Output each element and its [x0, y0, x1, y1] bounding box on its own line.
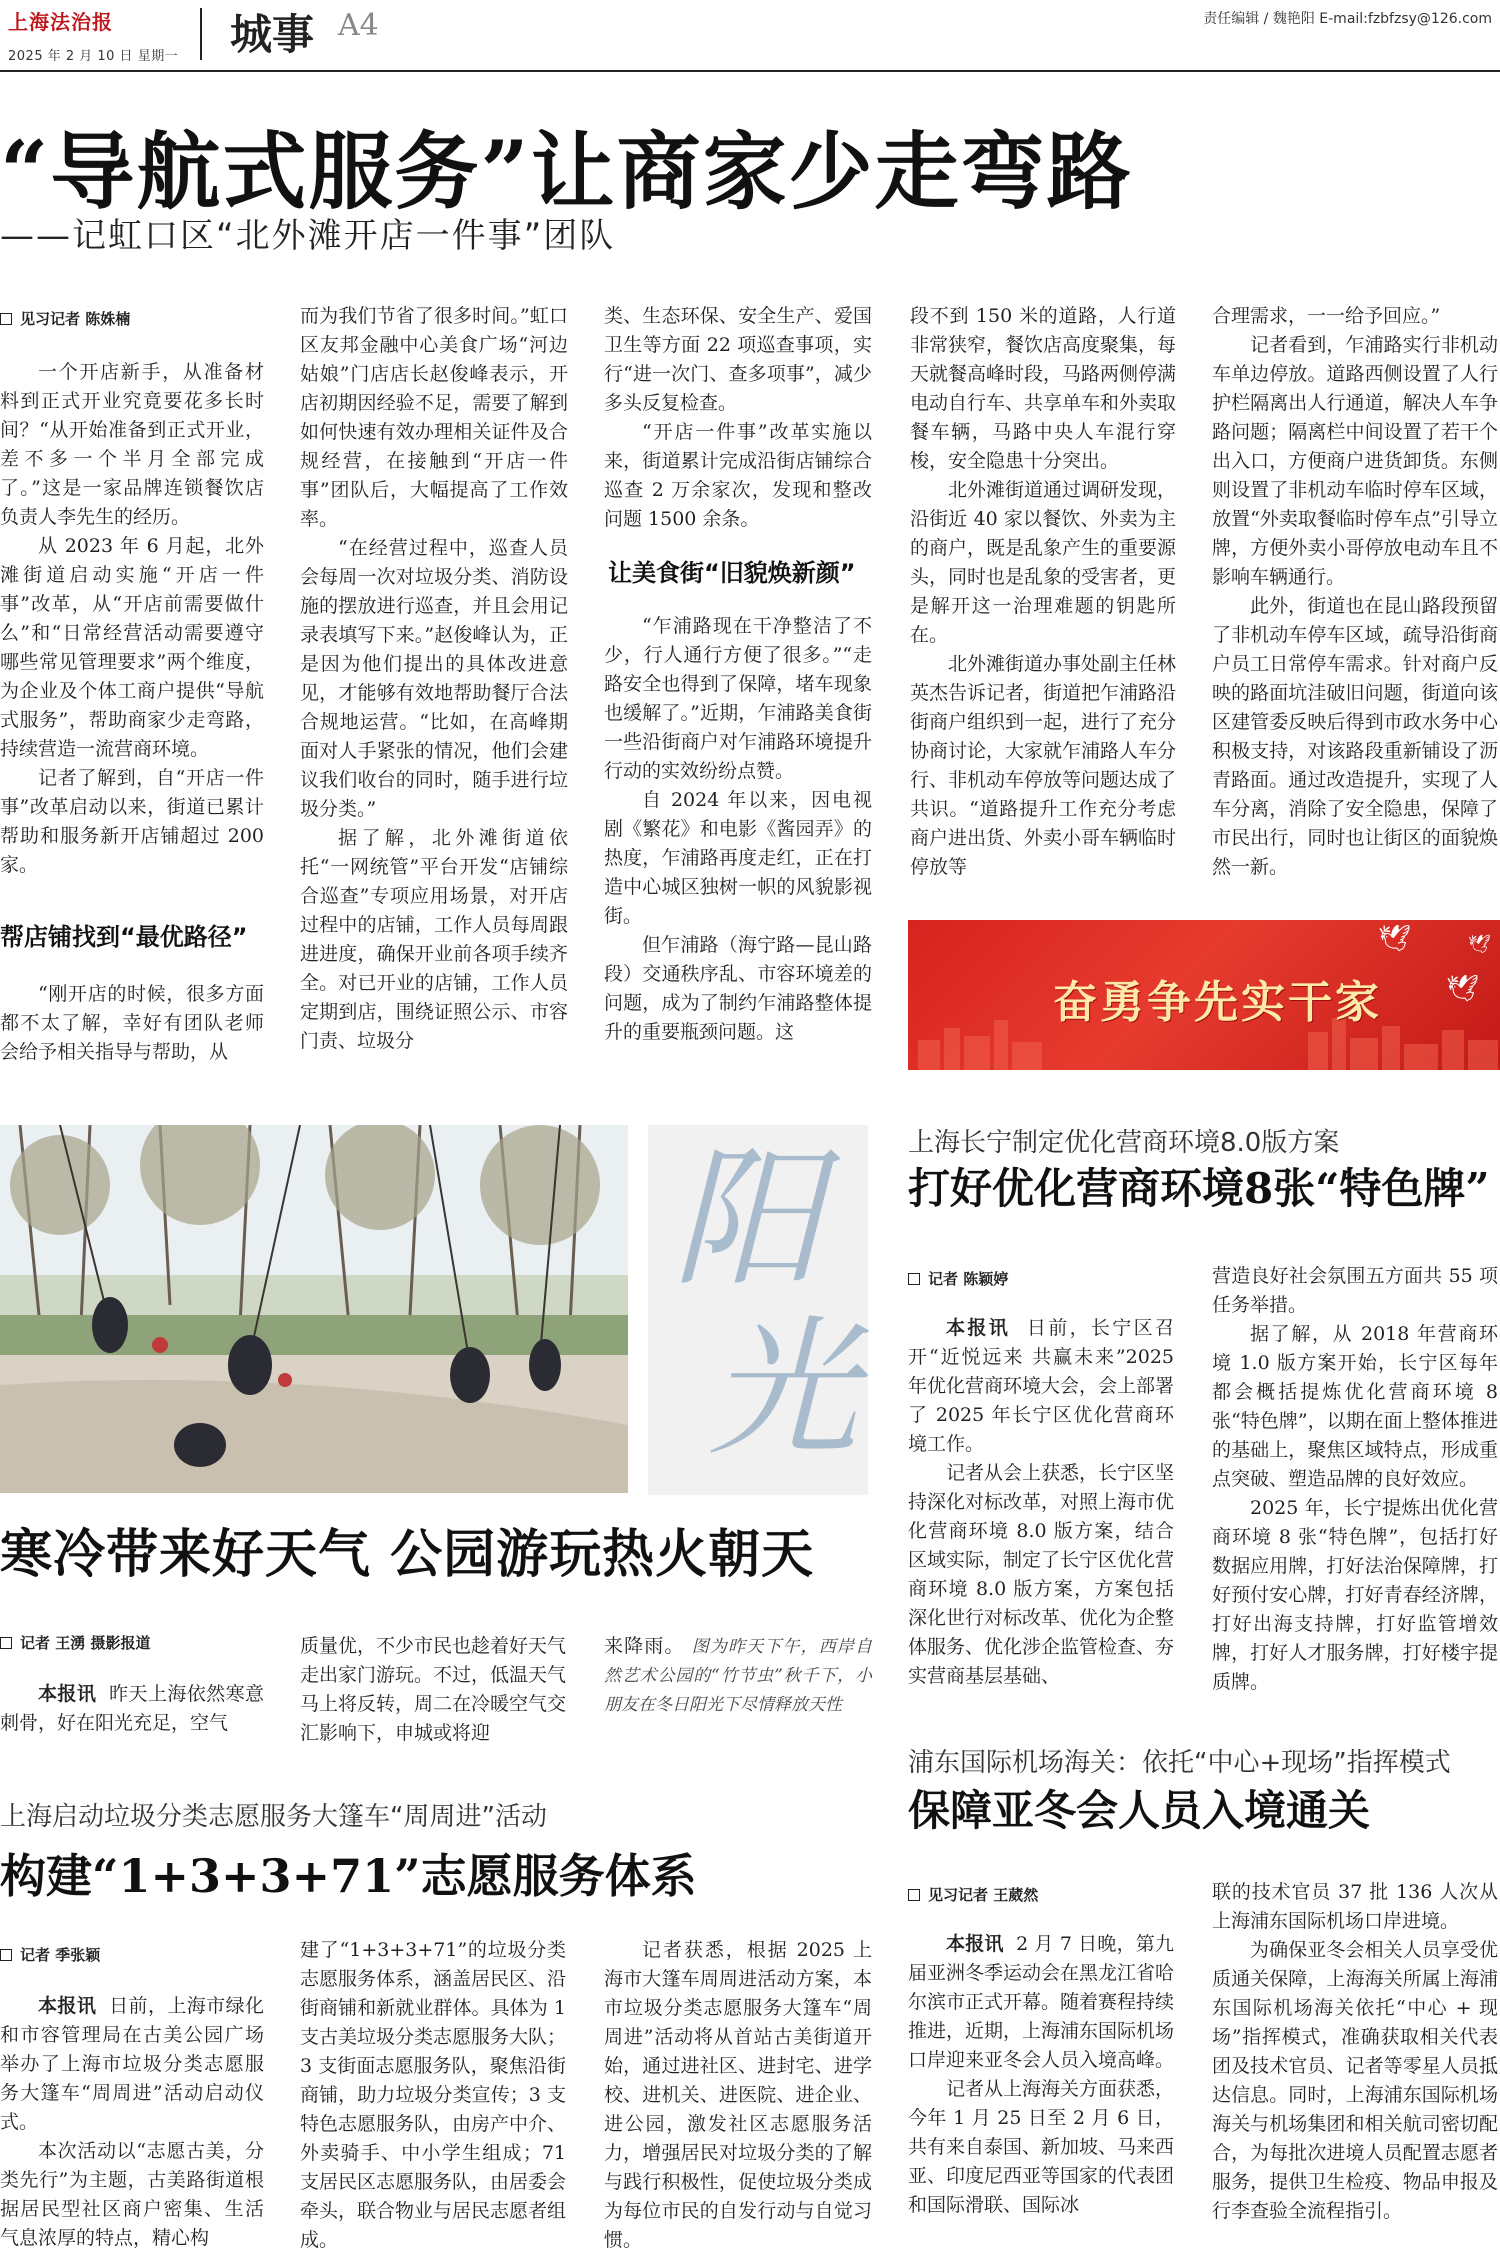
paragraph: “刚开店的时候，很多方面都不太了解，幸好有团队老师会给予相关指导与帮助，从 [0, 983, 264, 1063]
lead-headline: “导航式服务”让商家少走弯路 [0, 122, 1133, 221]
park-swing-photo [0, 1125, 628, 1493]
changning-kicker: 上海长宁制定优化营商环境8.0版方案 [908, 1128, 1340, 1158]
lead-column-3b [604, 612, 872, 1047]
lead-column-3 [604, 302, 872, 534]
paragraph: 合理需求，一一给予回应。” [1212, 305, 1441, 327]
lead-column-1 [0, 358, 264, 880]
section-name: 城事 [230, 10, 315, 59]
paragraph: 从 2023 年 6 月起，北外滩街道启动实施“开店一件事”改革，从“开店前需要做什么”和“日常经营活动需要遵守哪些常见管理要求”两个维度，为企业及个体工商户提供“导航式服务”，帮助商家少走弯路，持续营造一流营商环境。 [0, 535, 264, 760]
editor-credit: 责任编辑 / 魏艳阳 E-mail:fzbfzsy@126.com [1203, 11, 1492, 27]
masthead [8, 6, 188, 64]
lead-column-2 [300, 302, 568, 1056]
paragraph: 此外，街道也在昆山路段预留了非机动车停车区域，疏导沿街商户员工日常停车需求。针对商户反映的路面坑洼破旧问题，街道向该区建管委反映后得到市政水务中心积极支持，对该路段重新铺设了沥青路面。通过改造提升，实现了人车分离，消除了安全隐患，保障了市民出行，同时也让街区的面貌焕然一新。 [1212, 595, 1498, 878]
volunteer-column-1: 本报讯 日前，上海市绿化和市容管理局在古美公园广场举办了上海市垃圾分类志愿服务大篷车“周周进”活动启动仪式。 本次活动以“志愿古美，分类先行”为主题，古美路街道根据居民型社区商户密集、生活气息浓厚的特点，精心构 [0, 1995, 264, 2249]
paragraph: 而为我们节省了很多时间。”虹口区友邦金融中心美食广场“河边姑娘”门店店长赵俊峰表示，开店初期因经验不足，需要了解到如何快速有效办理相关证件及合规经营，在接触到“开店一件事”团队后，大幅提高了工作效率。 [300, 305, 568, 530]
lead-column-5 [1212, 302, 1498, 882]
changning-column-2: 营造良好社会氛围五方面共 55 项任务举措。 据了解，从 2018 年营商环境 1.0 版方案开始，长宁区每年都会概括提炼优化营商环境 8 张“特色牌”，以期在面上整体推进的基础上，聚焦区域特点，形成重点突破、塑造品牌的良好效应。 2025 年，长宁提炼出优化营商环境 8 张“特色牌”，包括打好数据应用牌，打好法治保障牌，打好预付安心牌，打好青春经济牌，打好出海支持牌，打好监管增效牌，打好人才服务牌，打好楼宇提质牌。 [1212, 1265, 1498, 1693]
lead-column-1-cont [0, 980, 264, 1067]
volunteer-byline: 记者 季张颖 [0, 1944, 100, 1965]
photo-column-3: 来降雨。 图为昨天下午，西岸自然艺术公园的“竹节虫”秋千下，小朋友在冬日阳光下尽情释放天性 [604, 1635, 872, 1715]
changning-headline: 打好优化营商环境8张“特色牌” [908, 1164, 1490, 1213]
page-number: A4 [338, 8, 379, 43]
lead-byline: 见习记者 陈姝楠 [0, 308, 130, 329]
paragraph: 但乍浦路（海宁路—昆山路段）交通秩序乱、市容环境差的问题，成为了制约乍浦路整体提升的重要瓶颈问题。这 [604, 934, 872, 1043]
photo-byline: 记者 王湧 摄影报道 [0, 1632, 150, 1653]
promo-banner [908, 920, 1500, 1070]
pudong-column-2: 联的技术官员 37 批 136 人次从上海浦东国际机场口岸进境。 为确保亚冬会相关人员享受优质通关保障，上海海关所属上海浦东国际机场海关依托“中心 + 现场”指挥模式，准确获取相关代表团及技术官员、记者等零星人员抵达信息。同时，上海浦东国际机场海关与机场集团和相关航司密切配合，为每批次进境人员配置志愿者服务，提供卫生检疫、物品申报及行李查验全流程指引。 [1212, 1881, 1498, 2222]
paragraph: 一个开店新手，从准备材料到正式开业究竟要花多长时间？“从开始准备到正式开业，差不多一个半月全部完成了。”这是一家品牌连锁餐饮店负责人李先生的经历。 [0, 361, 264, 528]
issue-date: 2025 年 2 月 10 日 星期一 [8, 49, 179, 64]
side-char: 阳 [672, 1133, 823, 1307]
photo-column-2: 质量优，不少市民也趁着好天气走出家门游玩。不过，低温天气马上将反转，周二在冷暖空气交汇影响下，申城或将迎 [300, 1635, 567, 1744]
header-rule [0, 70, 1500, 72]
pudong-column-1: 本报讯 2 月 7 日晚，第九届亚洲冬季运动会在黑龙江省哈尔滨市正式开幕。随着赛程持续推进，近期，上海浦东国际机场口岸迎来亚冬会人员入境高峰。 记者从上海海关方面获悉，今年 1 月 25 日至 2 月 6 日，共有来自泰国、新加坡、马来西亚、印度尼西亚等国家的代表团和国际滑联、国际冰 [908, 1933, 1175, 2216]
photo-headline: 寒冷带来好天气 公园游玩热火朝天 [0, 1524, 815, 1585]
paragraph: 北外滩街道办事处副主任林英杰告诉记者，街道把乍浦路沿街商户组织到一起，进行了充分协商讨论，大家就乍浦路人车分行、非机动车停放等问题达成了共识。“道路提升工作充分考虑商户进出货、外卖小哥车辆临时停放等 [910, 653, 1177, 878]
pudong-kicker: 浦东国际机场海关：依托“中心+现场”指挥模式 [908, 1748, 1451, 1778]
photo-illustration [0, 1125, 628, 1493]
paragraph: 自 2024 年以来，因电视剧《繁花》和电影《酱园弄》的热度，乍浦路再度走红，正在打造中心城区独树一帜的风貌影视街。 [604, 789, 872, 927]
paragraph: 记者看到，乍浦路实行非机动车单边停放。道路西侧设置了人行护栏隔离出人行通道，解决人车争路问题；隔离栏中间设置了若干个出入口，方便商户进货卸货。东侧则设置了非机动车临时停车区域，放置“外卖取餐临时停车点”引导立牌，方便外卖小哥停放电动车且不影响车辆通行。 [1212, 334, 1498, 588]
photo-column-1: 本报讯 昨天上海依然寒意刺骨，好在阳光充足，空气 [0, 1683, 264, 1734]
volunteer-column-3: 记者获悉，根据 2025 上海市大篷车周周进活动方案，本市垃圾分类志愿服务大篷车“周周进”活动将从首站古美街道开始，通过进社区、进封宅、进学校、进机关、进医院、进企业、进公园，激发社区志愿服务活力，增强居民对垃圾分类的了解与践行积极性，促使垃圾分类成为每位市民的自发行动与自觉习惯。 [604, 1939, 872, 2251]
volunteer-kicker: 上海启动垃圾分类志愿服务大篷车“周周进”活动 [0, 1802, 547, 1832]
volunteer-headline: 构建“1+3+3+71”志愿服务体系 [0, 1849, 697, 1903]
paragraph: “乍浦路现在干净整洁了不少，行人通行方便了很多。”“走路安全也得到了保障，堵车现象也缓解了。”近期，乍浦路美食街一些沿街商户对乍浦路环境提升行动的实效纷纷点赞。 [604, 615, 872, 782]
lead-subhead-2: 让美食街“旧貌焕新颜” [608, 559, 856, 587]
volunteer-column-2: 建了“1+3+3+71”的垃圾分类志愿服务体系，涵盖居民区、沿街商铺和新就业群体。具体为 1 支古美垃圾分类志愿服务大队；3 支街面志愿服务队，聚焦沿街商铺，助力垃圾分类宣传；3 支特色志愿服务队，由房产中介、外卖骑手、中小学生组成；71 支居民区志愿服务队，由居委会牵头，联合物业与居民志愿者组成。 [300, 1939, 567, 2251]
lead-subhead-1: 帮店铺找到“最优路径” [0, 923, 248, 951]
pudong-byline: 见习记者 王葳然 [908, 1884, 1038, 1905]
paragraph: 段不到 150 米的道路，人行道非常狭窄，餐饮店高度聚集，每天就餐高峰时段，马路两侧停满电动自行车、共享单车和外卖取餐车辆，马路中央人车混行穿梭，安全隐患十分突出。 [910, 305, 1177, 472]
paragraph: “开店一件事”改革实施以来，街道累计完成沿街店铺综合巡查 2 万余家次，发现和整改问题 1500 余条。 [604, 421, 872, 530]
photo-caption: 图为昨天下午，西岸自然艺术公园的“竹节虫”秋千下，小朋友在冬日阳光下尽情释放天性 [604, 1637, 872, 1715]
dove-icon: 🕊 [1446, 974, 1480, 1004]
paper-logo: 上海法治报 [8, 10, 113, 34]
dove-icon: 🕊 [1378, 924, 1412, 954]
lead-column-4 [910, 302, 1176, 882]
paragraph: “在经营过程中，巡查人员会每周一次对垃圾分类、消防设施的摆放进行巡查，并且会用记录表填写下来。”赵俊峰认为，正是因为他们提出的具体改进意见，才能够有效地帮助餐厅合法合规地运营。“比如，在高峰期面对人手紧张的情况，他们会建议我们收台的同时，随手进行垃圾分类。” [300, 537, 568, 820]
paragraph: 据了解，北外滩街道依托“一网统管”平台开发“店铺综合巡查”专项应用场景，对开店过程中的店铺，工作人员每周跟进进度，确保开业前各项手续齐全。对已开业的店铺，工作人员定期到店，围绕证照公示、市容门责、垃圾分 [300, 827, 568, 1052]
header-separator [200, 8, 202, 60]
paragraph: 记者了解到，自“开店一件事”改革启动以来，街道已累计帮助和服务新开店铺超过 200 家。 [0, 767, 264, 876]
changning-column-1: 本报讯 日前，长宁区召开“近悦远来 共赢未来”2025 年优化营商环境大会，会上部署了 2025 年长宁区优化营商环境工作。 记者从会上获悉，长宁区坚持深化对标改革，对照上海市优化营商环境 8.0 版方案，结合区域实际，制定了长宁区优化营商环境 8.0 版方案，方案包括深化世行对标改革、优化为企整体服务、优化涉企监管检查、夯实营商基层基础、 [908, 1317, 1175, 1687]
changning-byline: 记者 陈颖婷 [908, 1268, 1008, 1289]
lead-subheadline: ——记虹口区“北外滩开店一件事”团队 [0, 216, 616, 256]
photo-side-label [648, 1125, 868, 1495]
banner-text: 奋勇争先实干家 [1053, 977, 1382, 1028]
pudong-headline: 保障亚冬会人员入境通关 [908, 1786, 1371, 1835]
paragraph: 北外滩街道通过调研发现，沿街近 40 家以餐饮、外卖为主的商户，既是乱象产生的重要源头，同时也是乱象的受害者，更是解开这一治理难题的钥匙所在。 [910, 479, 1177, 646]
paragraph: 类、生态环保、安全生产、爱国卫生等方面 22 项巡查事项，实行“进一次门、查多项事”，减少多头反复检查。 [604, 305, 872, 414]
dove-icon: 🕊 [1468, 934, 1491, 955]
side-char: 光 [708, 1303, 859, 1477]
